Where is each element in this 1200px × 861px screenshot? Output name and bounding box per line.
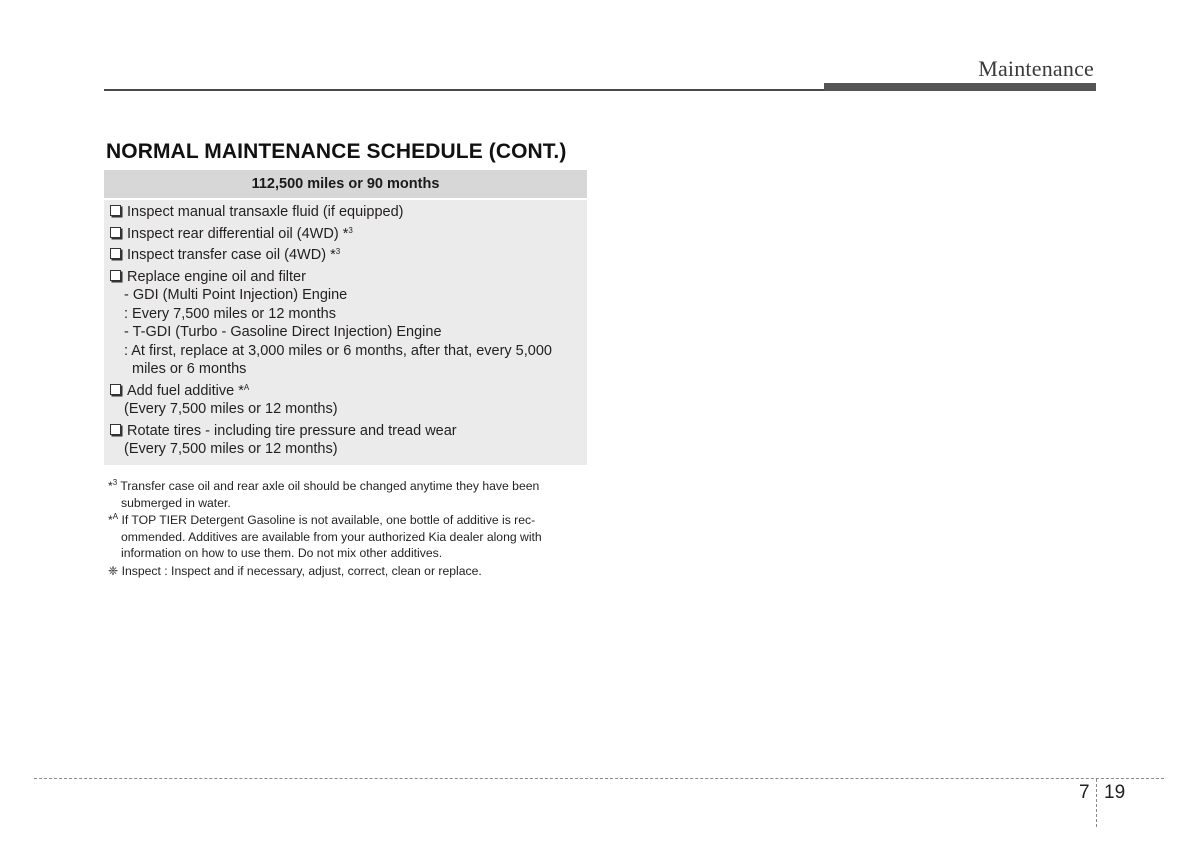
oil-detail-line: miles or 6 months bbox=[132, 361, 247, 377]
checkbox-icon bbox=[110, 384, 121, 395]
schedule-item-text: Inspect transfer case oil (4WD) * bbox=[127, 247, 336, 263]
note-ref: 3 bbox=[348, 225, 353, 235]
schedule-box bbox=[104, 170, 587, 465]
schedule-interval-header: 112,500 miles or 90 months bbox=[104, 170, 587, 198]
page-number: 19 bbox=[1104, 782, 1126, 803]
note-ref: A bbox=[243, 382, 250, 392]
footnote-text: information on how to use them. Do not mix other additives. bbox=[121, 546, 443, 560]
schedule-item-text: Inspect manual transaxle fluid (if equipped) bbox=[127, 204, 404, 220]
footnote-marker: * bbox=[108, 513, 113, 527]
footnote-text: Inspect : Inspect and if necessary, adjust, correct, clean or replace. bbox=[118, 563, 482, 578]
schedule-items bbox=[104, 200, 587, 465]
fuel-detail-line: (Every 7,500 miles or 12 months) bbox=[124, 401, 338, 417]
schedule-item bbox=[110, 225, 587, 244]
footnote-inspect bbox=[108, 563, 588, 580]
oil-detail-line: : Every 7,500 miles or 12 months bbox=[124, 305, 336, 322]
footer-rule bbox=[34, 778, 1164, 779]
page-heading: NORMAL MAINTENANCE SCHEDULE (CONT.) bbox=[106, 140, 567, 163]
header-rule-thick bbox=[824, 83, 1096, 91]
checkbox-icon bbox=[110, 227, 121, 238]
schedule-item-text: Inspect rear differential oil (4WD) * bbox=[127, 225, 349, 242]
schedule-item-text: Add fuel additive * bbox=[127, 382, 244, 399]
footnote-text: ommended. Additives are available from your authorized Kia dealer along with bbox=[121, 529, 542, 544]
schedule-item-text: Replace engine oil and filter bbox=[127, 268, 306, 285]
schedule-item bbox=[110, 246, 587, 265]
header-rule-thin bbox=[104, 89, 824, 91]
tire-detail-line: (Every 7,500 miles or 12 months) bbox=[124, 441, 338, 457]
checkbox-icon bbox=[110, 248, 121, 259]
footnote-a bbox=[108, 512, 588, 562]
schedule-item-tires bbox=[110, 422, 587, 459]
oil-detail-line: : At first, replace at 3,000 miles or 6 months, after that, every 5,000 bbox=[124, 342, 552, 359]
footer-divider bbox=[1096, 779, 1097, 827]
checkbox-icon bbox=[110, 424, 121, 435]
section-title: Maintenance bbox=[978, 56, 1094, 81]
checkbox-icon bbox=[110, 205, 121, 216]
chapter-number: 7 bbox=[1079, 782, 1090, 803]
checkbox-icon bbox=[110, 270, 121, 281]
footnotes bbox=[108, 478, 588, 580]
footnote-marker: * bbox=[108, 479, 113, 493]
footnote-text: Transfer case oil and rear axle oil should be changed anytime they have been bbox=[117, 479, 540, 493]
oil-detail-line: - T-GDI (Turbo - Gasoline Direct Injection) Engine bbox=[124, 324, 442, 340]
footnote-ref: 3 bbox=[112, 478, 118, 487]
schedule-item-fuel bbox=[110, 382, 587, 419]
oil-detail-line: - GDI (Multi Point Injection) Engine bbox=[124, 287, 348, 303]
footnote-text: submerged in water. bbox=[121, 495, 231, 510]
footnote-3 bbox=[108, 478, 588, 511]
asterism-icon: ❈ bbox=[108, 563, 119, 578]
schedule-item-text: Rotate tires - including tire pressure and tread wear bbox=[127, 422, 457, 439]
footnote-ref: A bbox=[112, 512, 119, 521]
schedule-item-oil bbox=[110, 268, 587, 379]
schedule-item bbox=[110, 203, 587, 222]
note-ref: 3 bbox=[335, 247, 341, 256]
footnote-text: If TOP TIER Detergent Gasoline is not available, one bottle of additive is rec- bbox=[118, 513, 536, 527]
